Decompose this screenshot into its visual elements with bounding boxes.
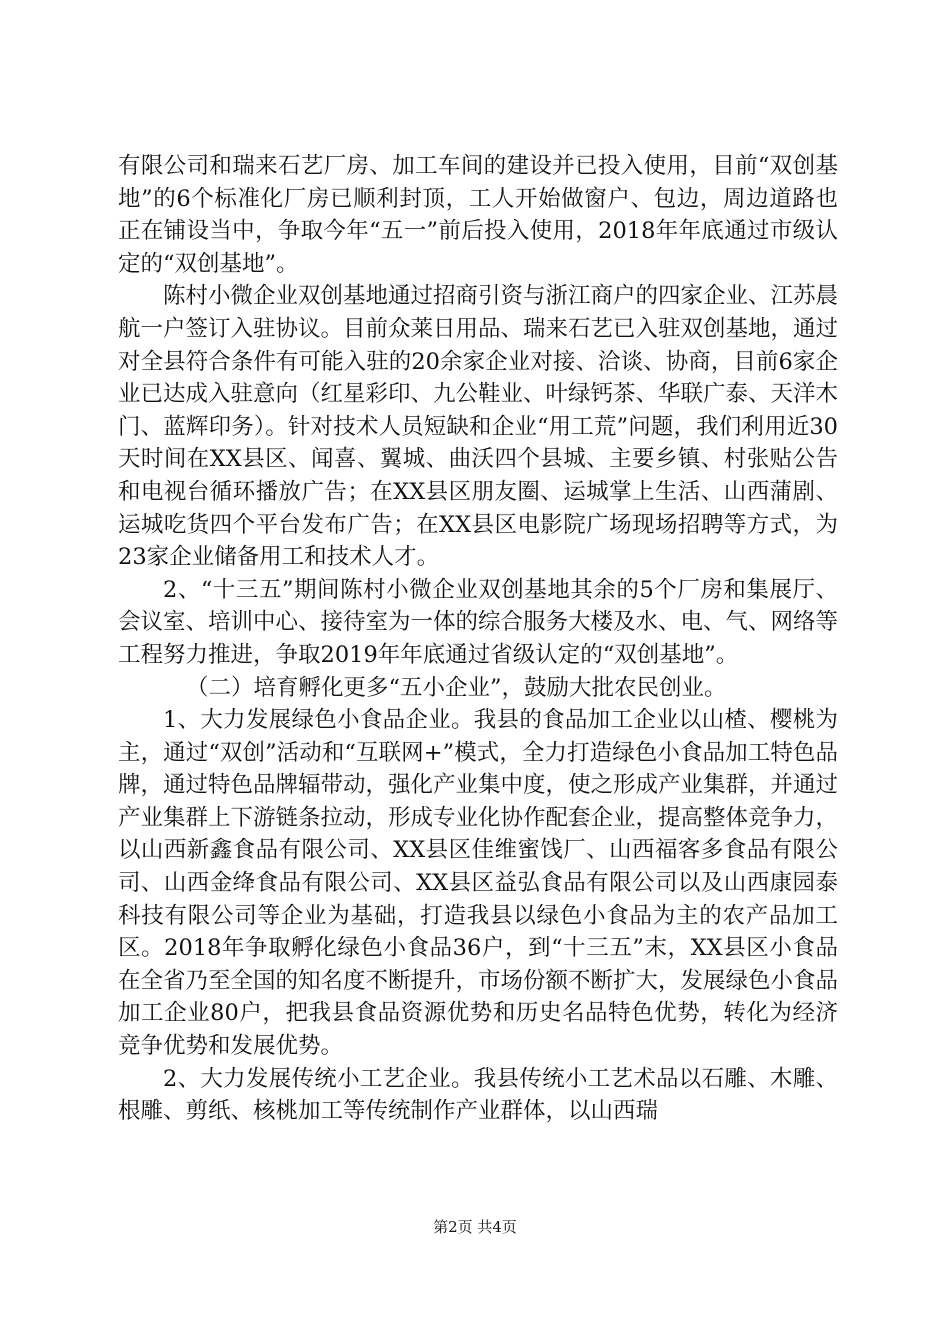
paragraph-thirteenth-five-year: 2、“十三五”期间陈村小微企业双创基地其余的5个厂房和集展厅、会议室、培训中心、接待室为一体的综合服务大楼及水、电、气、网络等工程努力推进，争取2019年年底通过省级认定的“双创基地”。	[118, 576, 839, 668]
page-footer: 第2页 共4页	[433, 1218, 517, 1236]
paragraph-chencun-base: 陈村小微企业双创基地通过招商引资与浙江商户的四家企业、江苏晨航一户签订入驻协议。目前众莱日用品、瑞来石艺已入驻双创基地，通过对全县符合条件有可能入驻的20余家企业对接、洽谈、协商，目前6家企业已达成入驻意向（红星彩印、九公鞋业、叶绿钙茶、华联广泰、天洋木门、蓝辉印务）。针对技术人员短缺和企业“用工荒”问题，我们利用近30天时间在XX县区、闻喜、翼城、曲沃四个县城、主要乡镇、村张贴公告和电视台循环播放广告；在XX县区朋友圈、运城掌上生活、山西蒲剧、运城吃货四个平台发布广告；在XX县区电影院广场现场招聘等方式，为23家企业储备用工和技术人才。	[118, 283, 839, 571]
section-heading-incubation: （二）培育孵化更多“五小企业”，鼓励大批农民创业。	[186, 674, 727, 701]
paragraph-green-food: 1、大力发展绿色小食品企业。我县的食品加工企业以山楂、樱桃为主，通过“双创”活动和“互联网+”模式，全力打造绿色小食品加工特色品牌，通过特色品牌辐带动，强化产业集中度，使之形成产业集群，并通过产业集群上下游链条拉动，形成专业化协作配套企业，提高整体竞争力，以山西新鑫食品有限公司、XX县区佳维蜜饯厂、山西福客多食品有限公司、山西金绛食品有限公司、XX县区益弘食品有限公司以及山西康园泰科技有限公司等企业为基础，打造我县以绿色小食品为主的农产品加工区。2018年争取孵化绿色小食品36户，到“十三五”末，XX县区小食品在全省乃至全国的知名度不断提升，市场份额不断扩大，发展绿色小食品加工企业80户，把我县食品资源优势和历史名品特色优势，转化为经济竞争优势和发展优势。	[118, 707, 839, 1060]
paragraph-continuation: 有限公司和瑞来石艺厂房、加工车间的建设并已投入使用，目前“双创基地”的6个标准化厂房已顺利封顶，工人开始做窗户、包边，周边道路也正在铺设当中，争取今年“五一”前后投入使用，2018年年底通过市级认定的“双创基地”。	[118, 153, 838, 277]
paragraph-traditional-crafts: 2、大力发展传统小工艺企业。我县传统小工艺术品以石雕、木雕、根雕、剪纸、核桃加工等传统制作产业群体，以山西瑞	[118, 1065, 838, 1125]
document-body	[118, 150, 838, 1128]
